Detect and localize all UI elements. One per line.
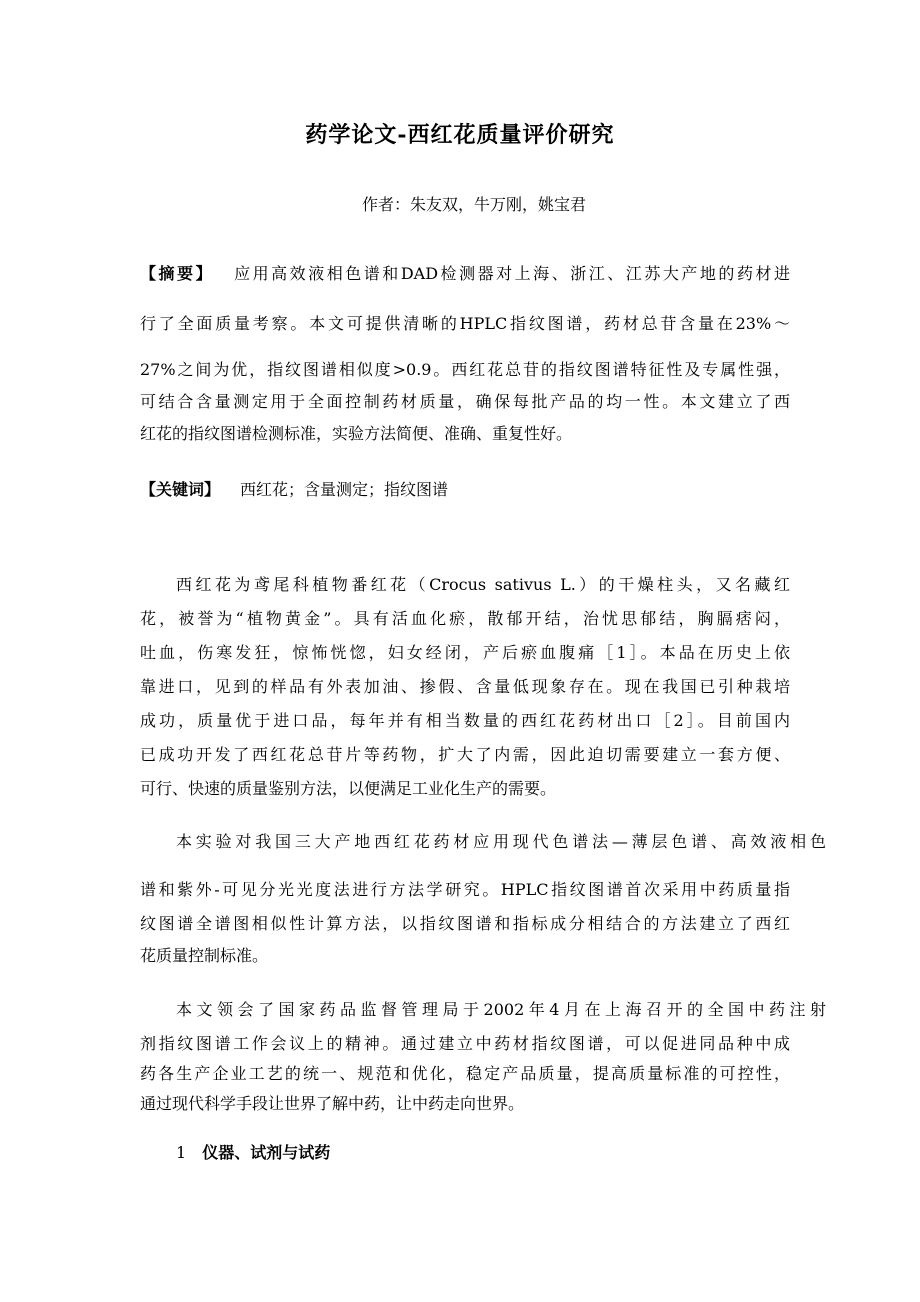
body-paragraph-1 [140,568,790,806]
abstract-line-5: 红花的指纹图谱检测标准，实验方法简便、准确、重复性好。 [140,424,573,443]
paragraph-1-line-4: 靠进口，见到的样品有外表加油、掺假、含量低现象存在。现在我国已引种栽培 [140,677,790,696]
section-title: 仪器、试剂与试药 [202,1143,331,1162]
paper-title: 药学论文-西红花质量评价研究 [305,122,615,148]
abstract-line-1 [140,260,790,288]
section-number: 1 [176,1143,187,1162]
paragraph-1-line-2: 花，被誉为“植物黄金”。具有活血化瘀，散郁开结，治忧思郁结，胸膈痞闷， [140,609,790,628]
abstract-line-2: 行了全面质量考察。本文可提供清晰的HPLC指纹图谱，药材总苷含量在23%～ [140,314,790,333]
paragraph-1-line-5: 成功，质量优于进口品，每年并有相当数量的西红花药材出口［2］。目前国内 [140,711,790,730]
paragraph-1-line-3: 吐血，伤寒发狂，惊怖恍惚，妇女经闭，产后瘀血腹痛［1］。本品在历史上依 [140,643,790,662]
paragraph-3-line-3: 药各生产企业工艺的统一、规范和优化，稳定产品质量，提高质量标准的可控性， [140,1064,790,1083]
paragraph-1-line-6: 已成功开发了西红花总苷片等药物，扩大了内需，因此迫切需要建立一套方便、 [140,745,790,764]
abstract-label: 【摘要】 [140,264,215,283]
paragraph-2-line-4: 花质量控制标准。 [140,946,269,965]
paragraph-3-line-1: 本文领会了国家药品监督管理局于2002年4月在上海召开的全国中药注射 [176,1000,826,1019]
abstract-line-4: 可结合含量测定用于全面控制药材质量，确保每批产品的均一性。本文建立了西 [140,392,790,411]
keywords-section [140,476,790,504]
abstract-line-1-text: 应用高效液相色谱和DAD检测器对上海、浙江、江苏大产地的药材进 [234,264,790,283]
section-heading [176,1140,330,1163]
paragraph-2-line-2: 谱和紫外-可见分光光度法进行方法学研究。HPLC指纹图谱首次采用中药质量指 [140,880,790,899]
paragraph-2-line-3: 纹图谱全谱图相似性计算方法，以指纹图谱和指标成分相结合的方法建立了西红 [140,914,790,933]
abstract-line-3: 27%之间为优，指纹图谱相似度>0.9。西红花总苷的指纹图谱特征性及专属性强， [140,360,790,379]
keywords-label: 【关键词】 [140,480,221,499]
keywords-text: 西红花；含量测定；指纹图谱 [240,480,449,499]
author-line: 作者：朱友双，牛万刚，姚宝君 [362,195,587,214]
paragraph-1-line-1: 西红花为鸢尾科植物番红花（Crocus sativus L.）的干燥柱头，又名藏红 [176,575,790,594]
paragraph-3-line-2: 剂指纹图谱工作会议上的精神。通过建立中药材指纹图谱，可以促进同品种中成 [140,1034,790,1053]
paragraph-2-line-1: 本实验对我国三大产地西红花药材应用现代色谱法—薄层色谱、高效液相色 [176,832,826,851]
paragraph-1-line-7: 可行、快速的质量鉴别方法，以便满足工业化生产的需要。 [140,779,557,798]
paragraph-3-line-4: 通过现代科学手段让世界了解中药，让中药走向世界。 [140,1094,525,1113]
